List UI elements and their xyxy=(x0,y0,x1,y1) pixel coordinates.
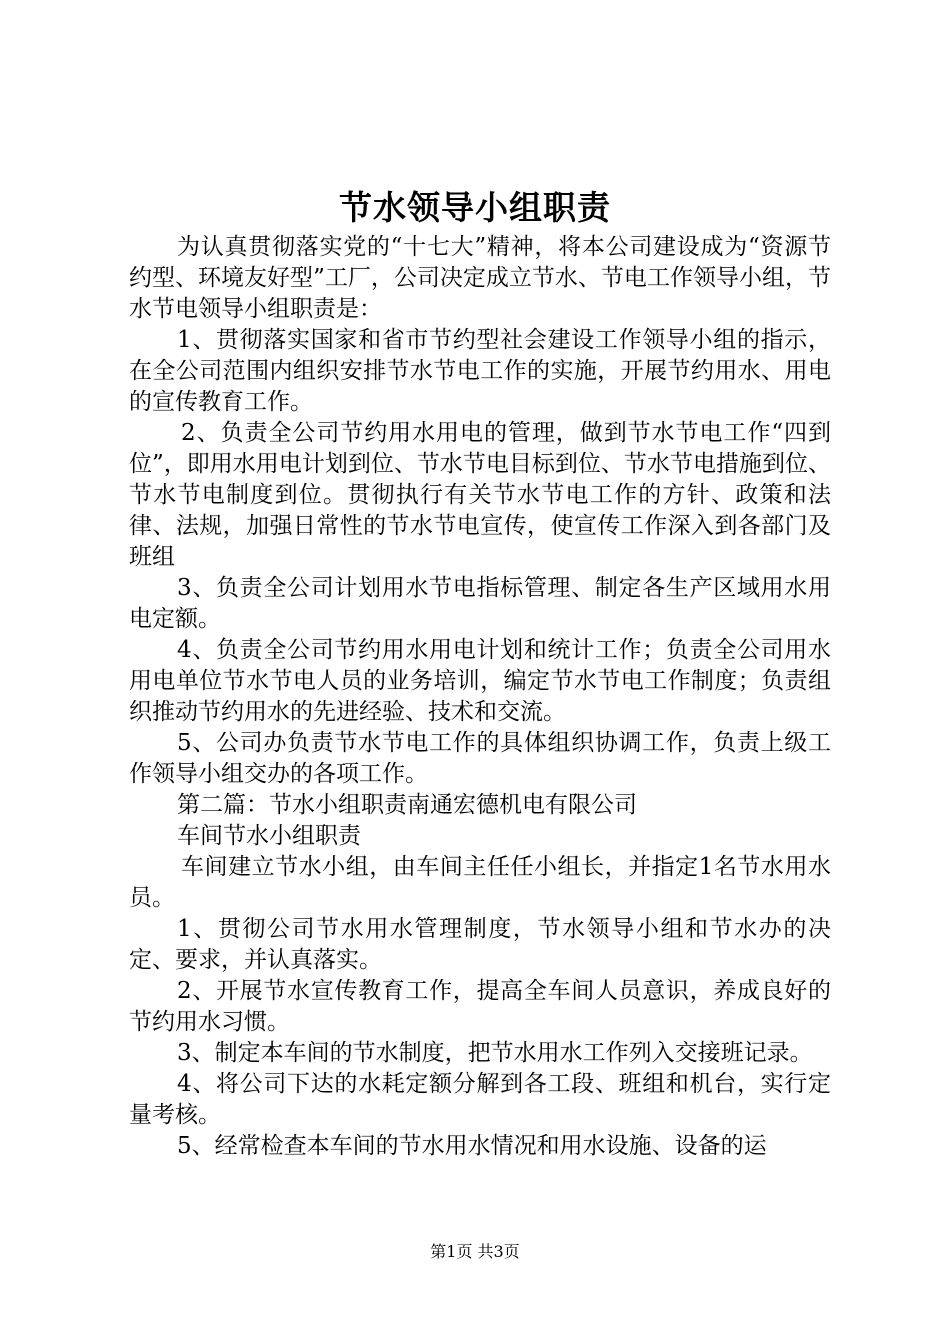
workshop-item-4: 4、将公司下达的水耗定额分解到各工段、班组和机台，实行定量考核。 xyxy=(129,1071,831,1128)
page-footer: 第1页 共3页 xyxy=(430,1242,520,1261)
document-title: 节水领导小组职责 xyxy=(339,188,611,227)
duty-item-1: 1、贯彻落实国家和省市节约型社会建设工作领导小组的指示，在全公司范围内组织安排节水节电工作的实施，开展节约用水、用电的宣传教育工作。 xyxy=(129,327,831,415)
document-body xyxy=(129,232,831,1162)
workshop-item-3: 3、制定本车间的节水制度，把节水用水工作列入交接班记录。 xyxy=(177,1040,813,1066)
workshop-intro: 车间建立节水小组，由车间主任任小组长，并指定1名节水用水员。 xyxy=(129,854,831,911)
workshop-item-1: 1、贯彻公司节水用水管理制度，节水领导小组和节水办的决定、要求，并认真落实。 xyxy=(129,916,831,973)
duty-item-4: 4、负责全公司节约用水用电计划和统计工作；负责全公司用水用电单位节水节电人员的业务培训，编定节水节电工作制度；负责组织推动节约用水的先进经验、技术和交流。 xyxy=(129,637,831,725)
workshop-item-2: 2、开展节水宣传教育工作，提高全车间人员意识，养成良好的节约用水习惯。 xyxy=(129,978,831,1035)
intro-paragraph: 为认真贯彻落实党的“十七大”精神，将本公司建设成为“资源节约型、环境友好型”工厂，公司决定成立节水、节电工作领导小组，节水节电领导小组职责是： xyxy=(129,234,831,322)
duty-item-2: 2、负责全公司节约用水用电的管理，做到节水节电工作“四到位”，即用水用电计划到位、节水节电目标到位、节水节电措施到位、节水节电制度到位。贯彻执行有关节水节电工作的方针、政策和法律、法规，加强日常性的节水节电宣传，使宣传工作深入到各部门及班组 xyxy=(129,420,831,570)
workshop-heading: 车间节水小组职责 xyxy=(177,823,361,849)
second-article-heading: 第二篇：节水小组职责南通宏德机电有限公司 xyxy=(177,792,637,818)
duty-item-3: 3、负责全公司计划用水节电指标管理、制定各生产区域用水用电定额。 xyxy=(129,575,831,632)
duty-item-5: 5、公司办负责节水节电工作的具体组织协调工作，负责上级工作领导小组交办的各项工作。 xyxy=(129,730,831,787)
workshop-item-5: 5、经常检查本车间的节水用水情况和用水设施、设备的运 xyxy=(177,1133,767,1159)
